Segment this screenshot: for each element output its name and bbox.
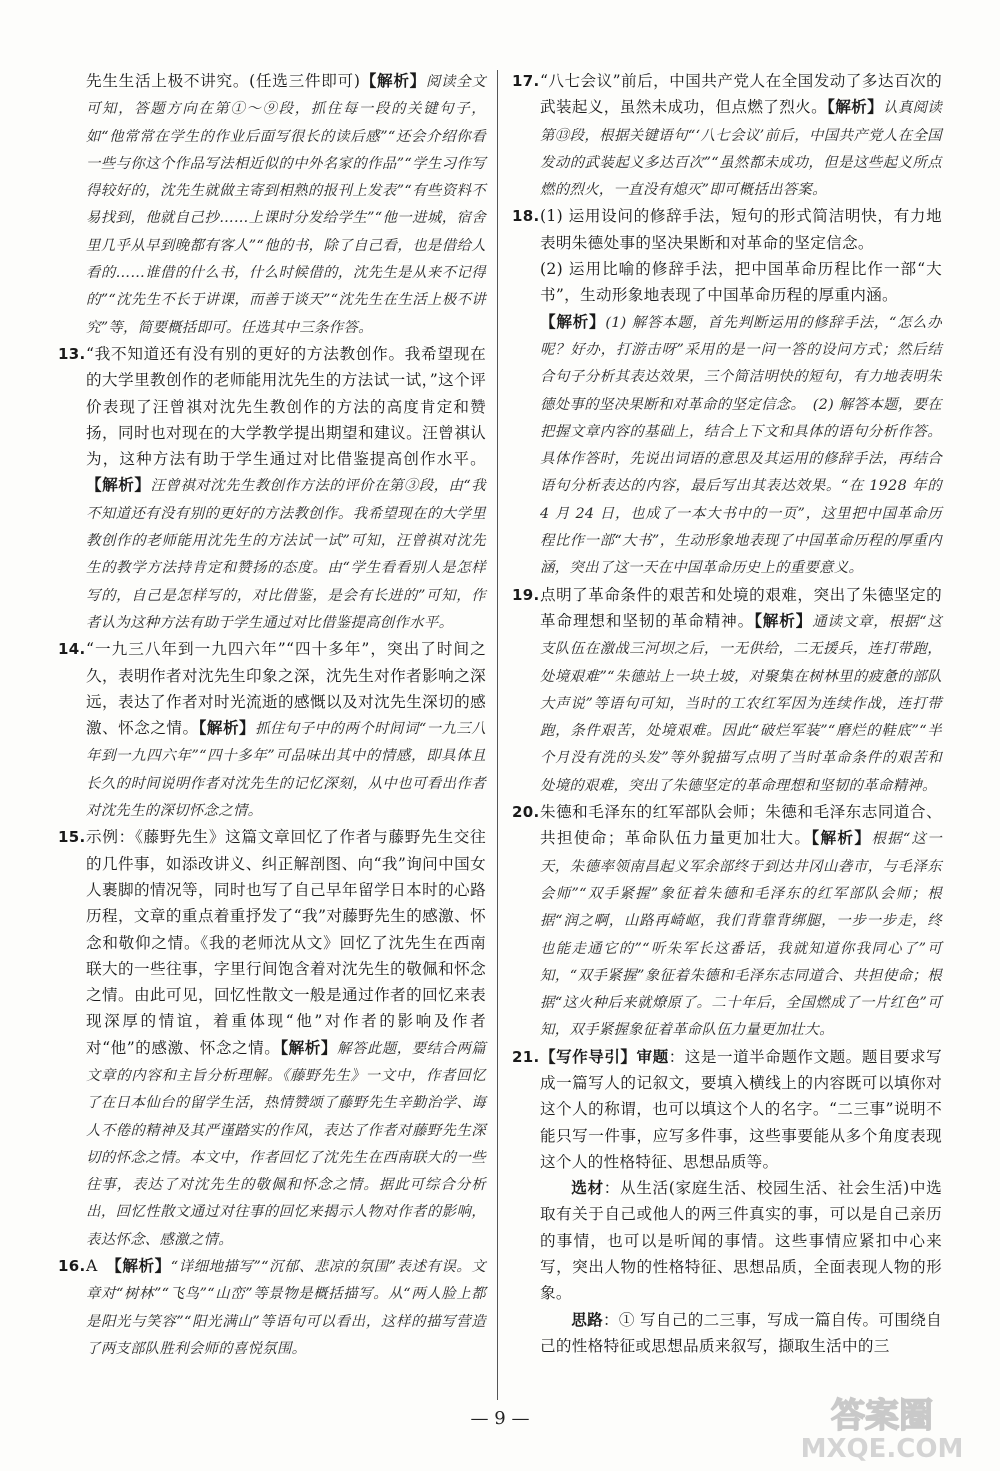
analysis-tag: 【解析】 <box>754 611 813 630</box>
left-column <box>58 68 486 1362</box>
analysis-tag: 【解析】 <box>827 98 884 117</box>
analysis-text: “详细地描写”“沉郁、悲凉的氛围”表述有误。文章对“树林”“飞鸟”“山峦”等景物是概括描写。从“两人脸上都是阳光与笑容”“阳光满山”等语句可以看出，这样的描写营造了两支部队胜利会师的喜悦氛围。 <box>86 1259 486 1357</box>
answer-part-2: (2) 运用比喻的修辞手法，把中国革命历程比作一部“大书”，生动形象地表现了中国革命历程的厚重内涵。 <box>540 260 942 305</box>
analysis-tag: 【解析】 <box>198 719 256 738</box>
answer-text: 示例：《藤野先生》这篇文章回忆了作者与藤野先生交往的几件事，如添改讲义、纠正解剖图、向“我”询问中国女人裹脚的情况等，同时也写了自己早年留学日本时的心路历程，文章的重点着重抒发了“我”对藤野先生的感激、怀念和敬仰之情。《我的老师沈从文》回忆了沈先生在西南联大的一些往事，字里行间饱含着对沈先生的敬佩和怀念之情。由此可见，回忆性散文一般是通过作者的回忆来表现深厚的情谊，着重体现“他”对作者的影响及作者对“他”的感激、怀念之情。 <box>86 828 486 1057</box>
answer-item-15 <box>58 824 486 1253</box>
analysis-text: 抓住句子中的两个时间词“一九三八年到一九四六年”“四十多年”可品味出其中的情感，即具体且长久的时间说明作者对沈先生的记忆深刻，从中也可看出作者对沈先生的深切怀念之情。 <box>86 721 486 820</box>
silu-text: ：① 写自己的二三事，写成一篇自传。可围绕自己的性格特征或思想品质来叙写，撷取生活中的三 <box>540 1310 943 1355</box>
shenti-label: 审题 <box>636 1047 669 1066</box>
analysis-tag: 【解析】 <box>113 1257 171 1276</box>
item-number: 13. <box>58 344 86 363</box>
answer-text: 朱德和毛泽东的红军部队会师；朱德和毛泽东志同道合、共担使命；革命队伍力量更加壮大。 <box>540 803 942 848</box>
item-number: 19. <box>512 585 540 604</box>
analysis-text: 解答此题，要结合两篇文章的内容和主旨分析理解。《藤野先生》一文中，作者回忆了在日本仙台的留学生活，热情赞颂了藤野先生辛勤治学、诲人不倦的精神及其严谨踏实的作风，表达了作者对藤野先生深切的怀念之情。本文中，作者回忆了沈先生在西南联大的一些往事，表达了对沈先生的敬佩和怀念之情。据此可综合分析出，回忆性散文通过对往事的回忆来揭示人物对作者的影响，表达怀念、感激之情。 <box>86 1040 486 1248</box>
column-divider <box>497 70 498 1400</box>
writing-guide-tag: 【写作导引】 <box>540 1047 637 1066</box>
analysis-tag: 【解析】 <box>360 72 426 90</box>
watermark-logo <box>782 1391 982 1463</box>
page-number: — 9 — <box>470 1408 530 1429</box>
watermark-url: MXQE.COM <box>800 1434 964 1463</box>
item-number: 15. <box>58 828 86 847</box>
xuancai-text: ：从生活(家庭生活、校园生活、社会生活)中选取有关于自己或他人的两三件真实的事，可以是自己亲历的事情，也可以是听闻的事情。这些事情应紧扣中心来写，突出人物的性格特征、思想品质，全面表现人物的形象。 <box>540 1179 942 1303</box>
analysis-text: 通读文章，根据“这支队伍在激战三河坝之后，一无供给，二无援兵，连打带跑，处境艰难”“朱德站上一块土坡，对聚集在树林里的疲惫的部队大声说”等语句可知，当时的工农红军因为连续作战，连打带跑，条件艰苦，处境艰难。因此“破烂军装”“磨烂的鞋底”“半个月没有洗的头发”等外貌描写点明了当时革命条件的艰苦和处境的艰难，突出了朱德坚定的革命理想和坚韧的革命精神。 <box>540 613 943 794</box>
item-number: 16. <box>58 1257 86 1276</box>
answer-text: A <box>86 1257 98 1276</box>
answer-item-17 <box>512 68 942 203</box>
xuancai-label: 选材 <box>571 1179 604 1198</box>
answer-item-16 <box>58 1253 486 1362</box>
shenti-text: ：这是一道半命题作文题。题目要求写成一篇写人的记叙文，要填入横线上的内容既可以填你对这个人的称谓，也可以填这个人的名字。“二三事”说明不能只写一件事，应写多件事，这些事要能从多个角度表现这个人的性格特征、思想品质等。 <box>540 1047 942 1171</box>
answer-text: “我不知道还有没有别的更好的方法教创作。我希望现在的大学里教创作的老师能用沈先生的方法试一试，”这个评价表现了汪曾祺对沈先生教创作的方法的高度肯定和赞扬，同时也对现在的大学教学提出期望和建议。汪曾祺认为，这种方法有助于学生通过对比借鉴提高创作水平。 <box>86 344 486 469</box>
answer-item-21 <box>512 1044 942 1360</box>
item-number: 21. <box>512 1047 540 1066</box>
analysis-text: (1) 解答本题，首先判断运用的修辞手法，“怎么办呢？好办，打游击呀”采用的是一问一答的设问方式；然后结合句子分析其表达效果，三个简洁明快的短句，有力地表明朱德处事的坚决果断和对革命的坚定信念。 (2) 解答本题，要在把握文章内容的基础上，结合上下文和具体的语句分析作答。具体作答时，先说出词语的意思及其运用的修辞手法，再结合语句分析表达的内容，最后写出其表达效果。“在 1928 年的 4 月 24 日，也成了一本大书中的一页”，这里把中国革命历程比作一部“大书”，生动形象地表现了中国革命历程的厚重内涵，突出了这一天在中国革命历史上的重要意义。 <box>540 314 942 577</box>
answer-text: 点明了革命条件的艰苦和处境的艰难，突出了朱德坚定的革命理想和坚韧的革命精神。 <box>540 585 942 630</box>
answer-text: “一九三八年到一九四六年”“四十多年”，突出了时间之久，表明作者对沈先生印象之深，沈先生对作者影响之深远，表达了作者对时光流逝的感慨以及对沈先生深切的感激、怀念之情。 <box>86 640 486 738</box>
answer-item-20 <box>512 799 942 1044</box>
analysis-tag: 【解析】 <box>280 1038 338 1057</box>
answer-item-19 <box>512 582 942 799</box>
item-number: 17. <box>512 72 540 90</box>
analysis-tag: 【解析】 <box>540 312 606 331</box>
analysis-text: 认真阅读第⑬段，根据关键语句“‘八七会议’前后，中国共产党人在全国发动的武装起义多达百次”“虽然都未成功，但是这些起义所点燃的烈火，一直没有熄灭”即可概括出答案。 <box>540 100 943 199</box>
analysis-text: 根据“这一天，朱德率领南昌起义军余部终于到达井冈山砻市，与毛泽东会师”“双手紧握”象征着朱德和毛泽东的红军部队会师；根据“润之啊，山路再崎岖，我们背靠背绑腿，一步一步走，终也能走通它的”“听朱军长这番话，我就知道你我同心了”可知，“双手紧握”象征着朱德和毛泽东志同道合、共担使命；根据“这火种后来就燎原了。二十年后，全国燃成了一片红色”可知，双手紧握象征着革命队伍力量更加壮大。 <box>540 831 942 1039</box>
analysis-text: 汪曾祺对沈先生教创作方法的评价在第③段，由“我不知道还有没有别的更好的方法教创作。我希望现在的大学里教创作的老师能用沈先生的方法试一试”可知，汪曾祺对沈先生的教学方法持肯定和赞扬的态度。由“学生看看别人是怎样写的，自己是怎样写的，对比借鉴，是会有长进的”可知，作者认为这种方法有助于学生通过对比借鉴提高创作水平。 <box>86 478 486 631</box>
right-column <box>512 68 942 1359</box>
answer-item-18 <box>512 203 942 581</box>
answer-item-13 <box>58 341 486 636</box>
answer-part-1: (1) 运用设问的修辞手法，短句的形式简洁明快，有力地表明朱德处事的坚决果断和对革命的坚定信念。 <box>540 207 942 252</box>
item-number: 20. <box>512 803 540 822</box>
silu-label: 思路 <box>571 1310 603 1329</box>
analysis-text: 阅读全文可知，答题方向在第①～⑨段，抓住每一段的关键句子，如“他常常在学生的作业后面写很长的读后感”“还会介绍你看一些与你这个作品写法相近似的中外名家的作品”“学生习作写得较好的，沈先生就做主寄到相熟的报刊上发表”“有些资料不易找到，他就自己抄……上课时分发给学生”“他一进城，宿舍里几乎从早到晚都有客人”“他的书，除了自己看，也是借给人看的……谁借的什么书，什么时候借的，沈先生是从来不记得的”“沈先生不长于讲课，而善于谈天”“沈先生在生活上极不讲究”等，简要概括即可。任选其中三条作答。 <box>86 74 487 336</box>
continued-answer: 先生生活上极不讲究。(任选三件即可)【解析】阅读全文可知，答题方向在第①～⑨段，抓住每一段的关键句子，如“他常常在学生的作业后面写很长的读后感”“还会介绍你看一些与你这个作品写法相近似的中外名家的作品”“学生习作写得较好的，沈先生就做主寄到相熟的报刊上发表”“有些资料不易找到，他就自己抄……上课时分发给学生”“他一进城，宿舍里几乎从早到晚都有客人”“他的书，除了自己看，也是借给人看的……谁借的什么书，什么时候借的，沈先生是从来不记得的”“沈先生不长于讲课，而善于谈天”“沈先生在生活上极不讲究”等，简要概括即可。任选其中三条作答。 <box>86 72 487 336</box>
watermark-cn: 答案圈 <box>831 1396 933 1436</box>
answer-text: “八七会议”前后，中国共产党人在全国发动了多达百次的武装起义，虽然未成功，但点燃了烈火。 <box>540 72 942 117</box>
analysis-tag: 【解析】 <box>811 829 872 848</box>
item-number: 14. <box>58 640 86 659</box>
answer-item-14 <box>58 636 486 824</box>
item-number: 18. <box>512 207 540 226</box>
analysis-tag: 【解析】 <box>86 476 151 495</box>
